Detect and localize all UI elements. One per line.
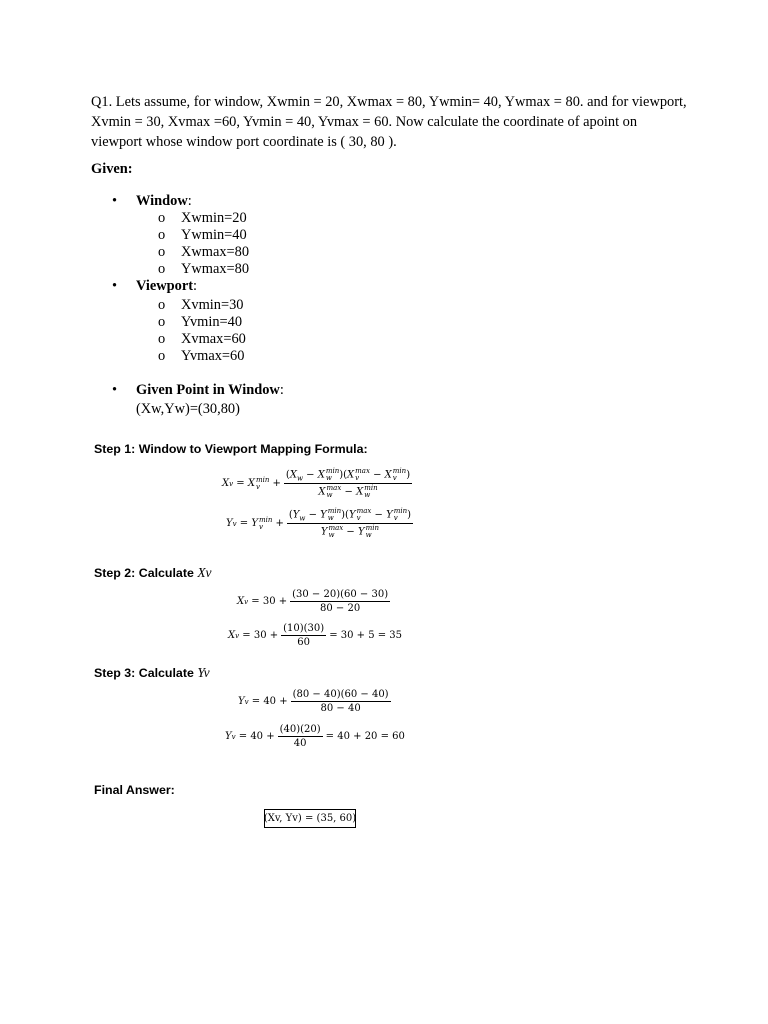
sub-bullet-icon: o [158, 331, 166, 347]
step3-equation-1: Y v = 40 + $\frac{(80 - 40)(60 - 40)}{80 - 40}$ [238, 689, 389, 714]
step3-heading: Step 3: Calculate Yv [94, 665, 210, 680]
step3-equation-2: Y v = 40 + $\frac{(40)(20)}{40}$ = 40 + 20 = 60 [225, 724, 405, 749]
given-point-label: Given Point in Window [136, 382, 280, 398]
given-heading: Given: [91, 161, 133, 177]
step3-variable: Yv [197, 665, 210, 680]
bullet-icon: • [112, 193, 118, 209]
formula-xv: X v = X min v + ($X_w - X$ min w )(X max v − X min v ) X max w − X min w [222, 467, 411, 499]
step1-heading: Step 1: Window to Viewport Mapping Formula: [94, 442, 368, 456]
given-point-value: (Xw,Yw)=(30,80) [136, 401, 240, 417]
final-answer-heading: Final Answer: [94, 783, 175, 797]
step2-equation-2: X v = 30 + $\frac{(10)(30)}{60}$ = 30 + 5 = 35 [228, 623, 403, 648]
step2-equation-1: X v = 30 + $\frac{(30 - 20)(60 - 30)}{80 - 20}$ [237, 589, 389, 614]
formula-yv: Y v = Y min v + ($Y_w - Y$ min w )(Y max v − Y min v ) Y max w − Y min w [226, 507, 411, 539]
sub-bullet-icon: o [158, 297, 166, 313]
step2-variable: Xv [197, 565, 212, 580]
viewport-label: Viewport [136, 278, 194, 294]
window-label: Window [136, 193, 188, 209]
sub-bullet-icon: o [158, 261, 166, 277]
sub-bullet-icon: o [158, 314, 166, 330]
final-answer-box: (Xv, Yv) = (35, 60) [264, 809, 356, 828]
sub-bullet-icon: o [158, 227, 166, 243]
bullet-icon: • [112, 382, 118, 398]
bullet-icon: • [112, 278, 118, 294]
question-text: Q1. Lets assume, for window, Xwmin = 20, Xwmax = 80, Ywmin= 40, Ywmax = 80. and for viewport, Xvmin = 30, Xvmax =60, Yvmin = 40, Yvmax = 60. Now calculate the coordinate of apoint on viewport whose window port coordinate is ( 30, 80 ). [91, 94, 687, 150]
sub-bullet-icon: o [158, 348, 166, 364]
step2-heading: Step 2: Calculate Xv [94, 565, 212, 580]
document-page: Q1. Lets assume, for window, Xwmin = 20, Xwmax = 80, Ywmin= 40, Ywmax = 80. and for viewport, Xvmin = 30, Xvmax =60, Yvmin = 40, Yvmax = 60. Now calculate the coordinate of apoint on viewport whose window port coordinate is ( 30, 80 ). Given: • Window: o Xwmin=20 o Ywmin=40 o Xwmax=80 o Ywmax=80 • Viewport: o Xvmin=30 o Yvmin=40 o Xvmax=60 o Yvmax=60 • Given Point in Window: (Xw,Yw)=(30,80) Step 1: Window to Viewport Mapping Formula: X v = X min v + ($X_w - X$ min w )(X max v − X min v ) X max w − X min w Y v = Y min v + ($Y_w - Y$ min w )(Y max v − Y min v ) Y max w − Y min w Step 2: Calculate Xv X v = 30 + $\frac{(30 - 20)(60 - 30)}{80 - 20}$ X v = 30 + $\frac{(10)(30)}{60}$ = 30 + 5 = 35 Step 3: Calculate Yv Y v = 40 + $\frac{(80 - 40)(60 - 40)}{80 - 40}$ Y v = 40 + $\frac{(40)(20)}{40}$ = 40 + 20 = 60 Final Answer: (Xv, Yv) = (35, 60) [0, 0, 768, 1024]
sub-bullet-icon: o [158, 244, 166, 260]
sub-bullet-icon: o [158, 210, 166, 226]
